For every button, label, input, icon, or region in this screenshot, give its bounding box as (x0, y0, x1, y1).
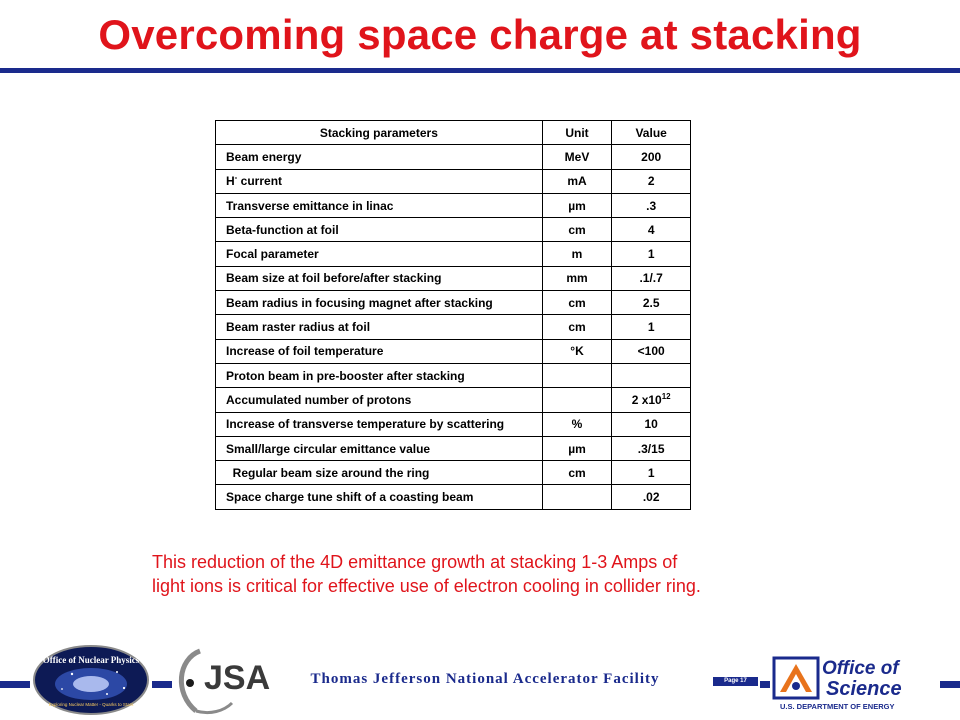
row-unit: cm (542, 291, 612, 315)
header-unit: Unit (542, 121, 612, 145)
table-row (216, 145, 691, 169)
footer-bar-end (940, 681, 960, 688)
row-param: Space charge tune shift of a coasting beam (216, 485, 543, 509)
os-logo-line3: U.S. DEPARTMENT OF ENERGY (780, 702, 895, 711)
row-unit: cm (542, 461, 612, 485)
row-value: 10 (612, 412, 691, 436)
row-param: Beam radius in focusing magnet after stacking (216, 291, 543, 315)
summary-note-line-2: light ions is critical for effective use of electron cooling in collider ring. (152, 576, 701, 596)
header-value: Value (612, 121, 691, 145)
stacking-parameters-table (215, 120, 691, 510)
row-unit (542, 363, 612, 387)
row-unit: % (542, 412, 612, 436)
row-unit: MeV (542, 145, 612, 169)
jsa-logo-text: JSA (204, 659, 271, 697)
table-row (216, 363, 691, 387)
table-header-row (216, 121, 691, 145)
row-value: <100 (612, 339, 691, 363)
table-row (216, 315, 691, 339)
row-value: 2 $x10^{12}$ (612, 388, 691, 412)
row-unit: cm (542, 218, 612, 242)
row-unit: °K (542, 339, 612, 363)
onp-logo-text: Office of Nuclear Physics (42, 655, 140, 665)
row-param: Beam size at foil before/after stacking (216, 266, 543, 290)
row-param: Beam raster radius at foil (216, 315, 543, 339)
row-param: Beta-function at foil (216, 218, 543, 242)
row-unit: cm (542, 315, 612, 339)
row-param-sup: - (234, 173, 238, 183)
row-value (612, 363, 691, 387)
page-number: Page 17 (713, 677, 758, 686)
os-logo-line1: Office of (822, 658, 899, 679)
row-value: 1 (612, 461, 691, 485)
row-param: Transverse emittance in linac (216, 193, 543, 217)
row-param: Beam energy (216, 145, 543, 169)
row-unit: mA (542, 169, 612, 193)
row-param: Increase of transverse temperature by scattering (216, 412, 543, 436)
header-param: Stacking parameters (216, 121, 543, 145)
footer-bar-right (760, 681, 770, 688)
table-row (216, 291, 691, 315)
table-row (216, 218, 691, 242)
row-value: .1/.7 (612, 266, 691, 290)
row-unit: µm (542, 436, 612, 460)
row-unit (542, 388, 612, 412)
row-param: Proton beam in pre-booster after stacking (216, 363, 543, 387)
table-row (216, 485, 691, 509)
table-row (216, 339, 691, 363)
row-unit: mm (542, 266, 612, 290)
table-row (216, 169, 691, 193)
row-value: 1 (612, 242, 691, 266)
summary-note-line-1: This reduction of the 4D emittance growth at stacking 1-3 Amps of (152, 552, 678, 572)
row-param: Small/large circular emittance value (216, 436, 543, 460)
row-value: 2 (612, 169, 691, 193)
row-param: Accumulated number of protons (216, 388, 543, 412)
footer-bar-left (0, 681, 30, 688)
row-value-sup: 12 (661, 391, 671, 401)
row-value: 200 (612, 145, 691, 169)
row-unit: µm (542, 193, 612, 217)
os-logo-line2: Science (826, 678, 902, 700)
table-row (216, 193, 691, 217)
table-row (216, 412, 691, 436)
table-row (216, 242, 691, 266)
footer-bar-mid (152, 681, 172, 688)
summary-note (152, 550, 852, 598)
row-value: .3 (612, 193, 691, 217)
row-param: Regular beam size around the ring (216, 461, 543, 485)
row-value: 4 (612, 218, 691, 242)
table-row (216, 266, 691, 290)
onp-logo-tagline: Exploring Nuclear Matter - Quarks to Stars (48, 702, 134, 707)
row-unit (542, 485, 612, 509)
row-param: H- current (216, 169, 543, 193)
row-value: .02 (612, 485, 691, 509)
lab-name: Thomas Jefferson National Accelerator Facility (310, 671, 660, 687)
office-of-nuclear-physics-logo (32, 644, 150, 716)
page-title: Overcoming space charge at stacking (98, 11, 862, 58)
row-param: Increase of foil temperature (216, 339, 543, 363)
table-row (216, 388, 691, 412)
row-value: 1 (612, 315, 691, 339)
table-row (216, 461, 691, 485)
office-of-science-logo (770, 652, 940, 714)
row-unit: m (542, 242, 612, 266)
row-value: 2.5 (612, 291, 691, 315)
table-row (216, 436, 691, 460)
row-value: .3/15 (612, 436, 691, 460)
title-rule (0, 68, 960, 73)
row-param: Focal parameter (216, 242, 543, 266)
jsa-logo (170, 645, 278, 717)
